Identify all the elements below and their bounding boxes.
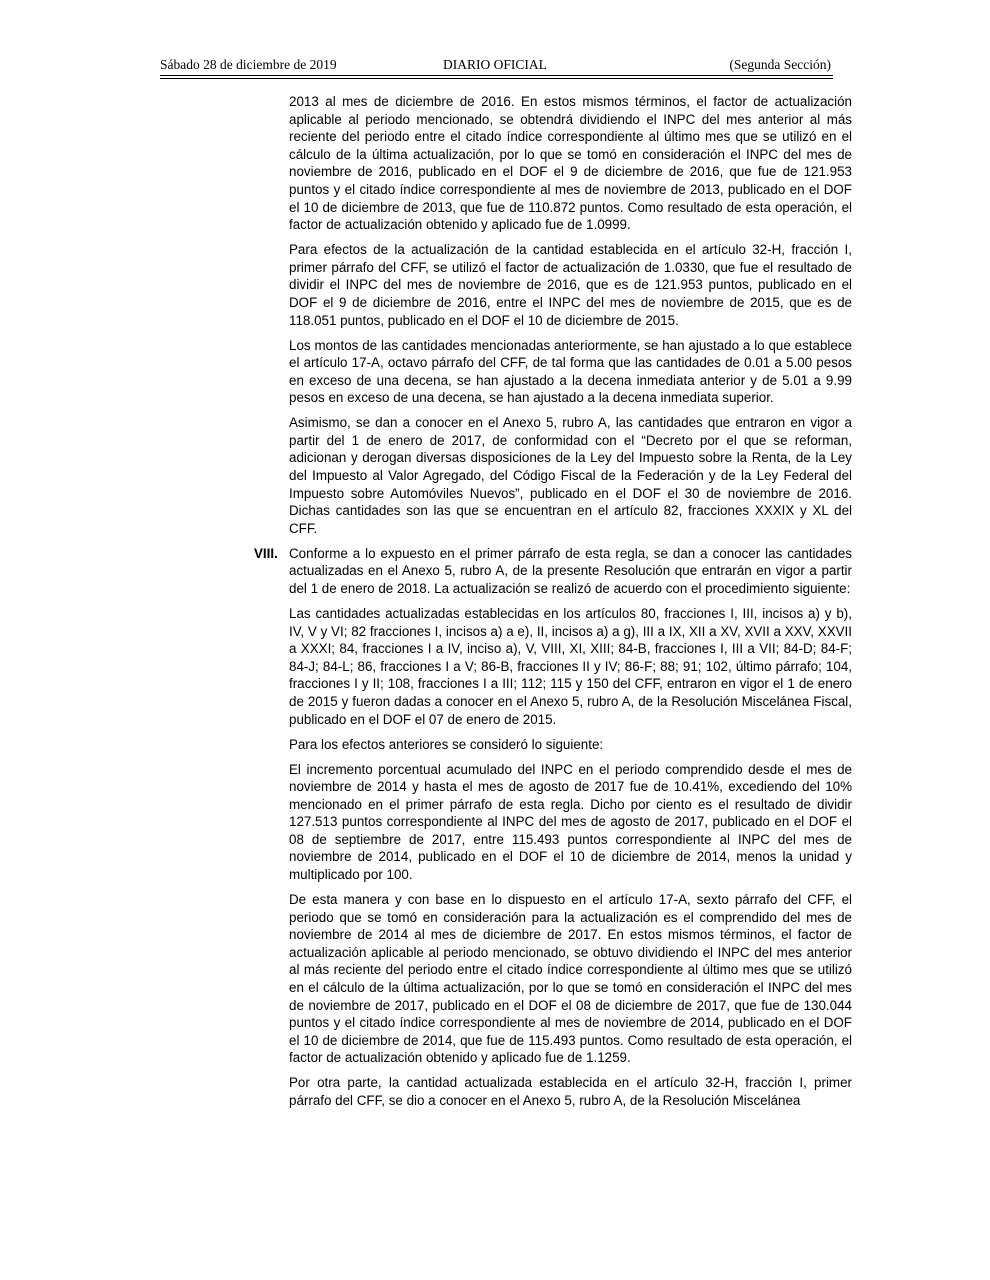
header-date: Sábado 28 de diciembre de 2019 [160, 57, 337, 72]
paragraph-8: El incremento porcentual acumulado del INPC en el periodo comprendido desde el mes de noviembre de 2014 y hasta el mes de agosto de 2017 fue de 10.41%, excediendo del 10% mencionado en el primer párrafo de esta regla. Dicho por ciento es el resultado de dividir 127.513 puntos correspondiente al INPC del mes de agosto de 2017, publicado en el DOF el 08 de septiembre de 2017, entre 115.493 puntos correspondiente al INPC del mes de noviembre de 2014, publicado en el DOF el 10 de diciembre de 2014, menos la unidad y multiplicado por 100. [289, 761, 852, 883]
paragraph-7: Para los efectos anteriores se consideró lo siguiente: [289, 736, 604, 752]
header-rule-bottom [160, 78, 833, 79]
header-publication-title: DIARIO OFICIAL [443, 57, 547, 72]
paragraph-3: Los montos de las cantidades mencionadas anteriormente, se han ajustado a lo que establece el artículo 17-A, octavo párrafo del CFF, de tal forma que las cantidades de 0.01 a 5.00 pesos en exceso de una decena, se han ajustado a la decena inmediata anterior y de 5.01 a 9.99 pesos en exceso de una decena, se han ajustado a la decena inmediata superior. [289, 337, 852, 406]
paragraph-6: Las cantidades actualizadas establecidas en los artículos 80, fracciones I, III, incisos a) y b), IV, V y VI; 82 fracciones I, incisos a) a e), II, incisos a) a g), III a IX, XII a XV, XVII a XXV, XXVII a XXXI; 84, fracciones I a IV, inciso a), V, VIII, XI, XIII; 84-B, fracciones I, III a VII; 84-D; 84-F; 84-J; 84-L; 86, fracciones I a V; 86-B, fracciones II y IV; 86-F; 88; 91; 102, último párrafo; 104, fracciones I y II; 108, fracciones I a III; 112; 115 y 150 del CFF, entraron en vigor el 1 de enero de 2015 y fueron dadas a conocer en el Anexo 5, rubro A, de la Resolución Miscelánea Fiscal, publicado en el DOF el 07 de enero de 2015. [289, 605, 852, 727]
paragraph-1: 2013 al mes de diciembre de 2016. En estos mismos términos, el factor de actualización aplicable al periodo mencionado, se obtendrá dividiendo el INPC del mes anterior al más reciente del periodo entre el citado índice correspondiente al último mes que se utilizó en el cálculo de la última actualización, por lo que se tomó en consideración el INPC del mes de noviembre de 2016, publicado en el DOF el 9 de diciembre de 2016, que fue de 121.953 puntos y el citado índice correspondiente al mes de noviembre de 2013, publicado en el DOF el 10 de diciembre de 2013, que fue de 110.872 puntos. Como resultado de esta operación, el factor de actualización obtenido y aplicado fue de 1.0999. [289, 94, 852, 233]
header-section: (Segunda Sección) [729, 57, 831, 72]
paragraph-9: De esta manera y con base en lo dispuesto en el artículo 17-A, sexto párrafo del CFF, el periodo que se tomó en consideración para la actualización es el comprendido del mes de noviembre de 2014 al mes de diciembre de 2017. En estos mismos términos, el factor de actualización aplicable al periodo mencionado, se obtuvo dividiendo el INPC del mes anterior al más reciente del periodo entre el citado índice correspondiente al último mes que se utilizó en el cálculo de la última actualización, por lo que se tomó en consideración el INPC del mes de noviembre de 2017, publicado en el DOF el 08 de diciembre de 2017, que fue de 130.044 puntos y el citado índice correspondiente al mes de noviembre de 2014, publicado en el DOF el 10 de diciembre de 2014, que fue de 115.493 puntos. Como resultado de esta operación, el factor de actualización obtenido y aplicado fue de 1.1259. [289, 892, 852, 1066]
header-rule-top [160, 75, 833, 76]
paragraph-5: Conforme a lo expuesto en el primer párrafo de esta regla, se dan a conocer las cantidades actualizadas en el Anexo 5, rubro A, de la presente Resolución que entrarán en vigor a partir del 1 de enero de 2018. La actualización se realizó de acuerdo con el procedimiento siguiente: [289, 545, 852, 596]
page-header [160, 57, 833, 75]
document-body [254, 93, 852, 1117]
list-item-viii [254, 545, 852, 598]
paragraph-2: Para efectos de la actualización de la cantidad establecida en el artículo 32-H, fracción I, primer párrafo del CFF, se utilizó el factor de actualización de 1.0330, que fue el resultado de dividir el INPC del mes de noviembre de 2016, que es de 121.953 puntos, publicado en el DOF el 9 de diciembre de 2016, entre el INPC del mes de noviembre de 2015, que es de 118.051 puntos, publicado en el DOF el 10 de diciembre de 2015. [289, 242, 852, 328]
list-marker-viii: VIII. [254, 545, 278, 561]
paragraph-4: Asimismo, se dan a conocer en el Anexo 5, rubro A, las cantidades que entraron en vigor a partir del 1 de enero de 2017, de conformidad con el “Decreto por el que se reforman, adicionan y derogan diversas disposiciones de la Ley del Impuesto sobre la Renta, de la Ley del Impuesto al Valor Agregado, del Código Fiscal de la Federación y de la Ley Federal del Impuesto sobre Automóviles Nuevos”, publicado en el DOF el 30 de noviembre de 2016. Dichas cantidades son las que se encuentran en el artículo 82, fracciones XXXIX y XL del CFF. [289, 415, 852, 536]
paragraph-10: Por otra parte, la cantidad actualizada establecida en el artículo 32-H, fracción I, primer párrafo del CFF, se dio a conocer en el Anexo 5, rubro A, de la Resolución Miscelánea [289, 1075, 852, 1108]
